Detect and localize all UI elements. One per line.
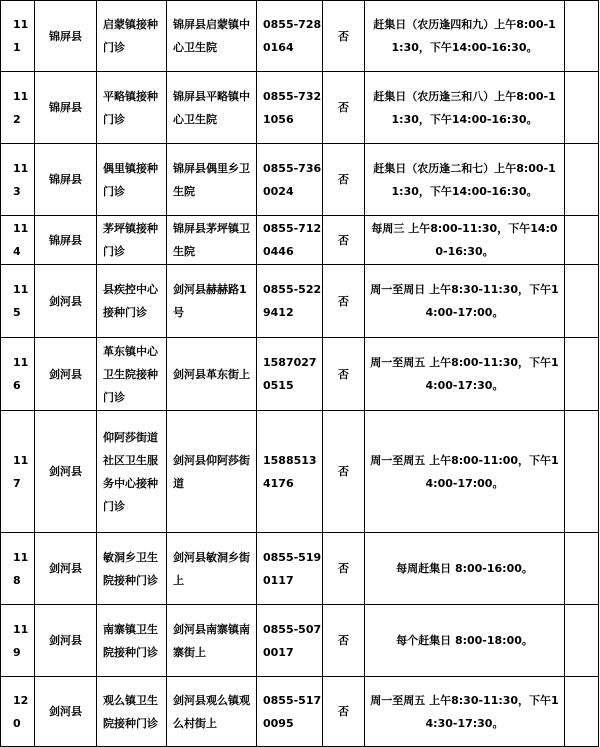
row-number: 119 (1, 605, 35, 677)
address-cell: 剑河县仰阿莎街道 (167, 411, 257, 533)
table-row (1, 677, 599, 747)
address-cell: 锦屏县启蒙镇中心卫生院 (167, 1, 257, 72)
blank-cell (565, 677, 599, 747)
flag-cell: 否 (323, 677, 365, 747)
flag-cell: 否 (323, 265, 365, 338)
address-cell: 剑河县南寨镇南寨街上 (167, 605, 257, 677)
county-cell: 剑河县 (35, 533, 97, 605)
phone-cell: 0855-7280164 (257, 1, 323, 72)
clinic-name-cell: 县疾控中心接种门诊 (97, 265, 167, 338)
flag-cell: 否 (323, 1, 365, 72)
clinic-name-cell: 敏洞乡卫生院接种门诊 (97, 533, 167, 605)
flag-cell: 否 (323, 605, 365, 677)
county-cell: 锦屏县 (35, 144, 97, 216)
county-cell: 剑河县 (35, 265, 97, 338)
phone-cell: 0855-7120446 (257, 216, 323, 265)
row-number: 112 (1, 72, 35, 144)
hours-cell: 每周赶集日 8:00-16:00。 (365, 533, 565, 605)
flag-cell: 否 (323, 216, 365, 265)
address-cell: 剑河县赫赫路1号 (167, 265, 257, 338)
address-cell: 锦屏县平略镇中心卫生院 (167, 72, 257, 144)
address-cell: 锦屏县偶里乡卫生院 (167, 144, 257, 216)
row-number: 115 (1, 265, 35, 338)
address-cell: 锦屏县茅坪镇卫生院 (167, 216, 257, 265)
flag-cell: 否 (323, 411, 365, 533)
flag-cell: 否 (323, 72, 365, 144)
table-row (1, 411, 599, 533)
clinic-name-cell: 启蒙镇接种门诊 (97, 1, 167, 72)
clinic-name-cell: 观么镇卫生院接种门诊 (97, 677, 167, 747)
table-row (1, 533, 599, 605)
county-cell: 剑河县 (35, 605, 97, 677)
clinic-name-cell: 茅坪镇接种门诊 (97, 216, 167, 265)
phone-cell: 15885134176 (257, 411, 323, 533)
hours-cell: 周一至周日 上午8:30-11:30，下午14:00-17:00。 (365, 265, 565, 338)
phone-cell: 0855-5229412 (257, 265, 323, 338)
county-cell: 锦屏县 (35, 216, 97, 265)
hours-cell: 赶集日（农历逢四和九）上午8:00-11:30，下午14:00-16:30。 (365, 1, 565, 72)
county-cell: 剑河县 (35, 677, 97, 747)
row-number: 118 (1, 533, 35, 605)
table-row (1, 338, 599, 411)
phone-cell: 0855-7360024 (257, 144, 323, 216)
blank-cell (565, 144, 599, 216)
blank-cell (565, 216, 599, 265)
table-row (1, 1, 599, 72)
address-cell: 剑河县观么镇观么村街上 (167, 677, 257, 747)
blank-cell (565, 265, 599, 338)
blank-cell (565, 605, 599, 677)
flag-cell: 否 (323, 144, 365, 216)
hours-cell: 赶集日（农历逢二和七）上午8:00-11:30，下午14:00-16:30。 (365, 144, 565, 216)
blank-cell (565, 1, 599, 72)
phone-cell: 0855-7321056 (257, 72, 323, 144)
row-number: 114 (1, 216, 35, 265)
hours-cell: 周一至周五 上午8:00-11:00，下午14:00-17:00。 (365, 411, 565, 533)
table-row (1, 72, 599, 144)
hours-cell: 周一至周五 上午8:30-11:30，下午14:30-17:30。 (365, 677, 565, 747)
row-number: 111 (1, 1, 35, 72)
clinic-name-cell: 平略镇接种门诊 (97, 72, 167, 144)
flag-cell: 否 (323, 338, 365, 411)
hours-cell: 每个赶集日 8:00-18:00。 (365, 605, 565, 677)
flag-cell: 否 (323, 533, 365, 605)
hours-cell: 每周三 上午8:00-11:30，下午14:00-16:30。 (365, 216, 565, 265)
blank-cell (565, 411, 599, 533)
clinic-name-cell: 革东镇中心卫生院接种门诊 (97, 338, 167, 411)
address-cell: 剑河县敏洞乡街上 (167, 533, 257, 605)
phone-cell: 15870270515 (257, 338, 323, 411)
phone-cell: 0855-5170095 (257, 677, 323, 747)
blank-cell (565, 338, 599, 411)
row-number: 120 (1, 677, 35, 747)
phone-cell: 0855-5070017 (257, 605, 323, 677)
row-number: 116 (1, 338, 35, 411)
table-row (1, 265, 599, 338)
clinic-name-cell: 仰阿莎街道社区卫生服务中心接种门诊 (97, 411, 167, 533)
county-cell: 剑河县 (35, 338, 97, 411)
phone-cell: 0855-5190117 (257, 533, 323, 605)
blank-cell (565, 72, 599, 144)
blank-cell (565, 533, 599, 605)
clinic-name-cell: 偶里镇接种门诊 (97, 144, 167, 216)
hours-cell: 赶集日（农历逢三和八）上午8:00-11:30，下午14:00-16:30。 (365, 72, 565, 144)
table-row (1, 144, 599, 216)
address-cell: 剑河县革东街上 (167, 338, 257, 411)
county-cell: 锦屏县 (35, 1, 97, 72)
county-cell: 剑河县 (35, 411, 97, 533)
county-cell: 锦屏县 (35, 72, 97, 144)
table-row (1, 605, 599, 677)
hours-cell: 周一至周五 上午8:00-11:30，下午14:00-17:30。 (365, 338, 565, 411)
row-number: 113 (1, 144, 35, 216)
clinic-name-cell: 南寨镇卫生院接种门诊 (97, 605, 167, 677)
row-number: 117 (1, 411, 35, 533)
table-row (1, 216, 599, 265)
